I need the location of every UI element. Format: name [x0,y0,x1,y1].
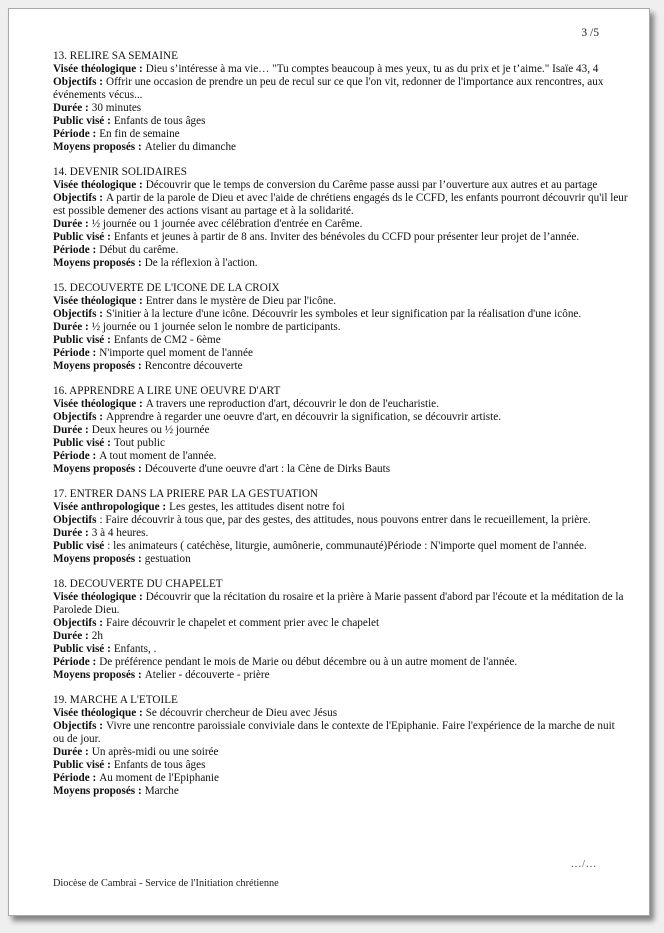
field-line [53,231,628,244]
field-text: : les animateurs ( catéchèse, liturgie, aumônerie, communauté)Période : N'importe quel moment de l'année. [107,540,587,552]
field-line [53,63,628,76]
field-label: Public visé : [53,437,111,449]
field-text: A tout moment de l'année. [99,450,217,462]
section-title: 14. DEVENIR SOLIDAIRES [53,166,187,178]
section-title: 19. MARCHE A L'ETOILE [53,694,178,706]
field-line [53,630,628,643]
field-label: Durée : [53,321,89,333]
document-page [8,8,650,916]
field-text: Vivre une rencontre paroissiale conviviale dans le contexte de l'Epiphanie. Faire l'expérience de la marche de nuit ou de jour. [53,720,615,745]
field-label: Objectifs : [53,411,104,423]
field-label: Durée : [53,102,89,114]
field-label: Visée théologique : [53,591,143,603]
field-label: Objectifs : [53,76,104,88]
field-label: Période : [53,128,97,140]
field-label: Visée théologique : [53,295,143,307]
field-text: Offrir une occasion de prendre un peu de recul sur ce que l'on vit, redonner de l'importance aux rencontres, aux événements vécus... [53,76,604,101]
section-18 [53,578,628,682]
field-label: Public visé : [53,115,111,127]
field-label: Durée : [53,218,89,230]
field-line [53,424,628,437]
field-text: Rencontre découverte [144,360,243,372]
field-text: Un après-midi ou une soirée [91,746,219,758]
field-text: De préférence pendant le mois de Marie ou début décembre ou à un autre moment de l'année. [99,656,518,668]
field-label: Période : [53,656,97,668]
field-label: Moyens proposés : [53,463,142,475]
field-line [53,772,628,785]
section-title: 18. DECOUVERTE DU CHAPELET [53,578,223,590]
field-label: Public visé : [53,231,111,243]
section-title: 17. ENTRER DANS LA PRIERE PAR LA GESTUATION [53,488,318,500]
field-line [53,334,628,347]
field-text: Se découvrir chercheur de Dieu avec Jésus [145,707,338,719]
field-text: ½ journée ou 1 journée selon le nombre de participants. [91,321,341,333]
field-label: Visée théologique : [53,63,143,75]
field-line [53,527,628,540]
field-label: Durée : [53,630,89,642]
field-line [53,192,628,218]
field-line [53,759,628,772]
field-label: Visée anthropologique : [53,501,167,513]
field-text: 2h [91,630,103,642]
field-text: Apprendre à regarder une oeuvre d'art, en découvrir la signification, se découvrir artiste. [106,411,501,423]
field-label: Public visé : [53,643,111,655]
field-line [53,218,628,231]
section-title: 16. APPRENDRE A LIRE UNE OEUVRE D'ART [53,385,281,397]
field-text: A travers une reproduction d'art, découvrir le don de l'eucharistie. [145,398,439,410]
field-label: Période : [53,347,97,359]
field-line [53,411,628,424]
section-14 [53,166,628,270]
field-text: Au moment de l'Epiphanie [99,772,219,784]
field-text: Tout public [113,437,165,449]
field-label: Objectifs : [53,720,104,732]
field-line [53,321,628,334]
document-content [53,50,628,810]
section-15 [53,282,628,373]
field-text: Découverte d'une oeuvre d'art : la Cène de Dirks Bauts [144,463,391,475]
field-text: 30 minutes [91,102,142,114]
field-label: Moyens proposés : [53,360,142,372]
field-text: Enfants de tous âges [113,115,206,127]
footer-text: Diocèse de Cambrai - Service de l'Initiation chrétienne [53,878,279,889]
field-line [53,102,628,115]
field-label: Public visé : [53,759,111,771]
field-text: Marche [144,785,179,797]
field-label: Durée : [53,527,89,539]
section-title: 15. DECOUVERTE DE L'ICONE DE LA CROIX [53,282,280,294]
section-13 [53,50,628,154]
field-text: : Faire découvrir à tous que, par des gestes, des attitudes, nous pouvons entrer dans le recueillement, la prière. [99,514,591,526]
field-text: Enfants, . [113,643,157,655]
page-number: 3 /5 [581,27,599,39]
field-label: Visée théologique : [53,179,143,191]
field-label: Durée : [53,746,89,758]
field-line [53,141,628,154]
field-line [53,463,628,476]
field-text: Atelier du dimanche [144,141,237,153]
field-text: S'initier à la lecture d'une icône. Découvrir les symboles et leur signification par la réalisation d'une icône. [106,308,582,320]
field-line [53,656,628,669]
field-label: Période : [53,244,97,256]
field-line [53,514,628,527]
field-line [53,707,628,720]
section-16 [53,385,628,476]
field-line [53,179,628,192]
field-text: 3 à 4 heures. [91,527,149,539]
field-label: Objectifs : [53,617,104,629]
field-label: Moyens proposés : [53,257,142,269]
section-19 [53,694,628,798]
field-label: Public visé : [53,334,111,346]
field-label: Durée : [53,424,89,436]
field-text: gestuation [144,553,191,565]
field-line [53,347,628,360]
field-text: De la réflexion à l'action. [144,257,258,269]
field-line [53,308,628,321]
field-label: Public visé [53,540,105,552]
field-text: ½ journée ou 1 journée avec célébration d'entrée en Carême. [91,218,363,230]
field-text: Enfants de CM2 - 6ème [113,334,221,346]
field-label: Objectifs : [53,192,104,204]
field-line [53,720,628,746]
section-title: 13. RELIRE SA SEMAINE [53,50,178,62]
field-text: Enfants et jeunes à partir de 8 ans. Inviter des bénévoles du CCFD pour présenter leur projet de l’année. [113,231,580,243]
field-line [53,553,628,566]
field-line [53,746,628,759]
continuation-mark: …/… [570,858,597,870]
field-line [53,617,628,630]
field-line [53,501,628,514]
field-line [53,257,628,270]
field-text: A partir de la parole de Dieu et avec l'aide de chrétiens engagés ds le CCFD, les enfants pourront découvrir qu'il leur est possible demener des actions visant au partage et à la solidarité. [53,192,628,217]
field-label: Période : [53,772,97,784]
field-line [53,398,628,411]
field-text: Atelier - découverte - prière [144,669,270,681]
field-line [53,643,628,656]
field-label: Moyens proposés : [53,669,142,681]
field-text: En fin de semaine [99,128,180,140]
field-line [53,540,628,553]
field-text: Début du carême. [99,244,179,256]
field-line [53,128,628,141]
field-text: Les gestes, les attitudes disent notre foi [169,501,345,513]
field-text: Enfants de tous âges [113,759,206,771]
field-label: Objectifs : [53,308,104,320]
field-line [53,360,628,373]
field-label: Objectifs [53,514,97,526]
field-text: N'importe quel moment de l'année [99,347,253,359]
field-label: Visée théologique : [53,398,143,410]
field-line [53,244,628,257]
field-line [53,76,628,102]
field-line [53,450,628,463]
field-line [53,115,628,128]
section-17 [53,488,628,566]
field-text: Deux heures ou ½ journée [91,424,210,436]
field-text: Entrer dans le mystère de Dieu par l'icône. [145,295,336,307]
field-line [53,591,628,617]
field-line [53,437,628,450]
field-label: Moyens proposés : [53,553,142,565]
field-line [53,785,628,798]
field-text: Découvrir que la récitation du rosaire et la prière à Marie passent d'abord par l'écoute et la méditation de la Parolede Dieu. [53,591,624,616]
field-text: Faire découvrir le chapelet et comment prier avec le chapelet [106,617,380,629]
field-label: Moyens proposés : [53,785,142,797]
field-label: Période : [53,450,97,462]
field-label: Visée théologique : [53,707,143,719]
field-text: Dieu s’intéresse à ma vie… "Tu comptes beaucoup à mes yeux, tu as du prix et je t’aime." Isaïe 43, 4 [145,63,599,75]
field-text: Découvrir que le temps de conversion du Carême passe aussi par l’ouverture aux autres et au partage [145,179,598,191]
field-line [53,669,628,682]
field-line [53,295,628,308]
field-label: Moyens proposés : [53,141,142,153]
